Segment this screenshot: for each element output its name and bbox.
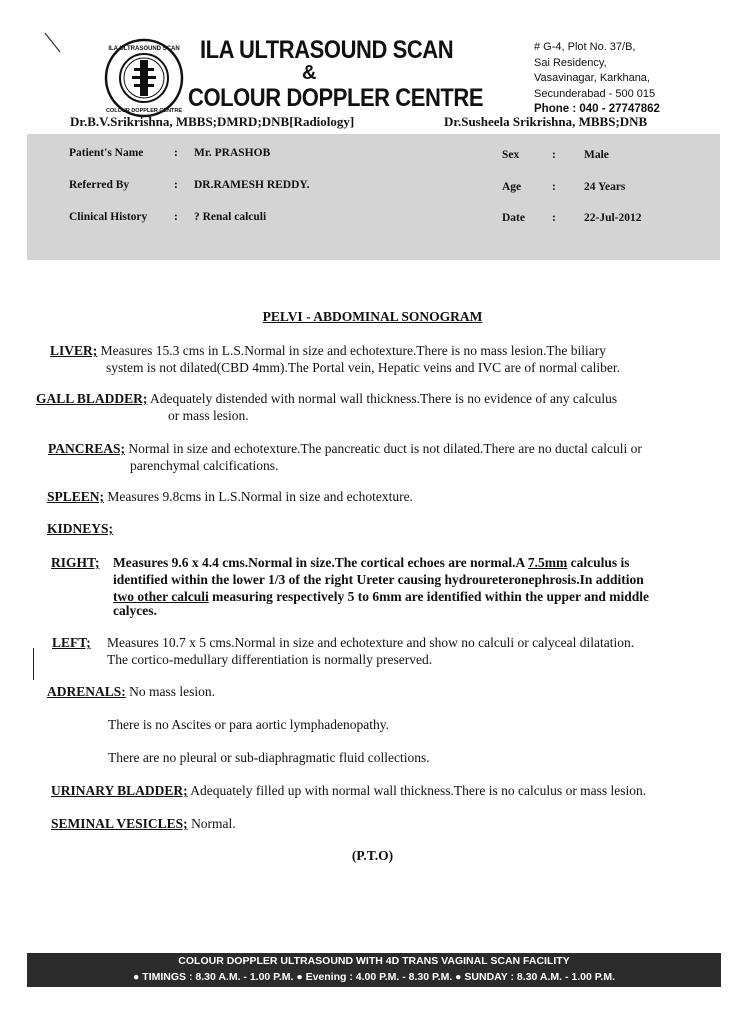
right-kidney-heading: RIGHT; bbox=[51, 555, 100, 570]
clinic-phone: Phone : 040 - 27747862 bbox=[534, 103, 660, 115]
colon: : bbox=[552, 212, 556, 224]
ascites-text: There is no Ascites or para aortic lymphadenopathy. bbox=[108, 717, 390, 732]
seminal-vesicles-text: Normal. bbox=[187, 816, 236, 831]
clinical-history-value: ? Renal calculi bbox=[194, 211, 267, 223]
footer-timings: ● TIMINGS : 8.30 A.M. - 1.00 P.M. ● Evening : 4.00 P.M. - 8.30 P.M. ● SUNDAY : 8.30 A.M. - 1.00 P.M. bbox=[133, 971, 615, 983]
svg-text:ILA ULTRASOUND SCAN: ILA ULTRASOUND SCAN bbox=[108, 46, 180, 52]
colon: : bbox=[174, 211, 178, 223]
right-kidney-text-2: identified within the lower 1/3 of the right Ureter causing hydroureteronephrosis.In addition bbox=[113, 572, 644, 587]
address-line: Sai Residency, bbox=[534, 56, 607, 69]
gall-bladder-heading: GALL BLADDER; bbox=[36, 391, 148, 406]
adrenals-text: No mass lesion. bbox=[125, 684, 216, 699]
right-kidney-text-3b: measuring respectively 5 to 6mm are identified within the upper and middle bbox=[208, 589, 649, 604]
patient-name-label: Patient's Name bbox=[69, 147, 144, 159]
gall-bladder-section bbox=[36, 390, 617, 407]
seminal-vesicles-heading: SEMINAL VESICLES; bbox=[51, 816, 188, 831]
doctor-left: Dr.B.V.Srikrishna, MBBS;DMRD;DNB[Radiology] bbox=[70, 114, 355, 129]
patient-name-value: Mr. PRASHOB bbox=[194, 147, 271, 159]
liver-heading: LIVER; bbox=[50, 343, 98, 358]
clinic-logo-icon bbox=[104, 38, 184, 118]
referred-by-value: DR.RAMESH REDDY. bbox=[194, 179, 310, 191]
kidneys-section bbox=[47, 520, 113, 537]
pancreas-text: Normal in size and echotexture.The pancreatic duct is not dilated.There are no ductal calculi or bbox=[125, 441, 642, 456]
report-title-text: PELVI - ABDOMINAL SONOGRAM bbox=[262, 309, 483, 324]
address-line: Secunderabad - 500 015 bbox=[534, 87, 656, 100]
left-kidney-text-2: The cortico-medullary differentiation is normally preserved. bbox=[107, 652, 433, 667]
left-kidney-text-1: Measures 10.7 x 5 cms.Normal in size and echotexture and show no calculi or calyceal dilatation. bbox=[107, 635, 635, 650]
please-turn-over: (P.T.O) bbox=[351, 848, 394, 863]
colon: : bbox=[552, 181, 556, 193]
pleural-text: There are no pleural or sub-diaphragmatic fluid collections. bbox=[108, 750, 430, 765]
urinary-bladder-section bbox=[51, 782, 646, 799]
scan-artifact bbox=[33, 648, 34, 680]
left-kidney-heading-row bbox=[52, 634, 91, 651]
clinic-name-line1: ILA ULTRASOUND SCAN bbox=[200, 36, 454, 64]
age-label: Age bbox=[502, 181, 522, 193]
right-kidney-text-1a: Measures 9.6 x 4.4 cms.Normal in size.The cortical echoes are normal.A bbox=[113, 555, 528, 570]
liver-section bbox=[50, 342, 606, 359]
right-kidney-text-4: calyces. bbox=[113, 603, 157, 618]
adrenals-heading: ADRENALS: bbox=[47, 684, 126, 699]
spleen-text: Measures 9.8cms in L.S.Normal in size and echotexture. bbox=[104, 489, 413, 504]
clinic-name-line2: COLOUR DOPPLER CENTRE bbox=[188, 84, 484, 112]
right-kidney-calculus-size: 7.5mm bbox=[527, 555, 568, 570]
address-line: Vasavinagar, Karkhana, bbox=[534, 72, 650, 84]
spleen-heading: SPLEEN; bbox=[47, 489, 105, 504]
report-title bbox=[0, 309, 745, 325]
pancreas-section bbox=[48, 440, 642, 457]
referred-by-label: Referred By bbox=[69, 179, 130, 191]
sex-label: Sex bbox=[502, 149, 520, 161]
liver-text-cont: system is not dilated(CBD 4mm).The Portal vein, Hepatic veins and IVC are of normal caliber. bbox=[106, 360, 621, 375]
sex-value: Male bbox=[584, 149, 609, 161]
liver-text: Measures 15.3 cms in L.S.Normal in size and echotexture.There is no mass lesion.The biliary bbox=[97, 343, 607, 358]
right-kidney-text-1c: calculus is bbox=[567, 555, 630, 570]
doctor-right: Dr.Susheela Srikrishna, MBBS;DNB bbox=[444, 114, 648, 129]
scan-mark bbox=[40, 30, 70, 60]
right-kidney-heading-row bbox=[51, 554, 100, 571]
right-kidney-text-3 bbox=[113, 588, 649, 605]
pancreas-text-cont: parenchymal calcifications. bbox=[130, 458, 279, 473]
age-value: 24 Years bbox=[584, 181, 626, 193]
gall-bladder-text: Adequately distended with normal wall thickness.There is no evidence of any calculus bbox=[147, 391, 618, 406]
address-line: # G-4, Plot No. 37/B, bbox=[534, 41, 636, 53]
colon: : bbox=[174, 179, 178, 191]
kidneys-heading: KIDNEYS; bbox=[47, 521, 114, 536]
svg-text:COLOUR DOPPLER CENTRE: COLOUR DOPPLER CENTRE bbox=[105, 108, 183, 114]
date-label: Date bbox=[502, 212, 525, 224]
adrenals-section bbox=[47, 683, 215, 700]
pancreas-heading: PANCREAS; bbox=[48, 441, 125, 456]
clinical-history-label: Clinical History bbox=[69, 211, 148, 223]
urinary-bladder-text: Adequately filled up with normal wall thickness.There is no calculus or mass lesion. bbox=[187, 783, 647, 798]
colon: : bbox=[174, 147, 178, 159]
gall-bladder-text-cont: or mass lesion. bbox=[168, 408, 249, 423]
urinary-bladder-heading: URINARY BLADDER; bbox=[51, 783, 188, 798]
seminal-vesicles-section bbox=[51, 815, 236, 832]
left-kidney-heading: LEFT; bbox=[52, 635, 91, 650]
date-value: 22-Jul-2012 bbox=[584, 212, 642, 224]
clinic-name-ampersand: & bbox=[302, 62, 317, 84]
footer-line1: COLOUR DOPPLER ULTRASOUND WITH 4D TRANS VAGINAL SCAN FACILITY bbox=[178, 955, 570, 967]
spleen-section bbox=[47, 488, 413, 505]
clinic-address bbox=[534, 40, 660, 118]
footer-banner bbox=[27, 953, 721, 987]
right-kidney-text bbox=[113, 554, 630, 571]
right-kidney-other-calculi: two other calculi bbox=[113, 589, 209, 604]
colon: : bbox=[552, 149, 556, 161]
